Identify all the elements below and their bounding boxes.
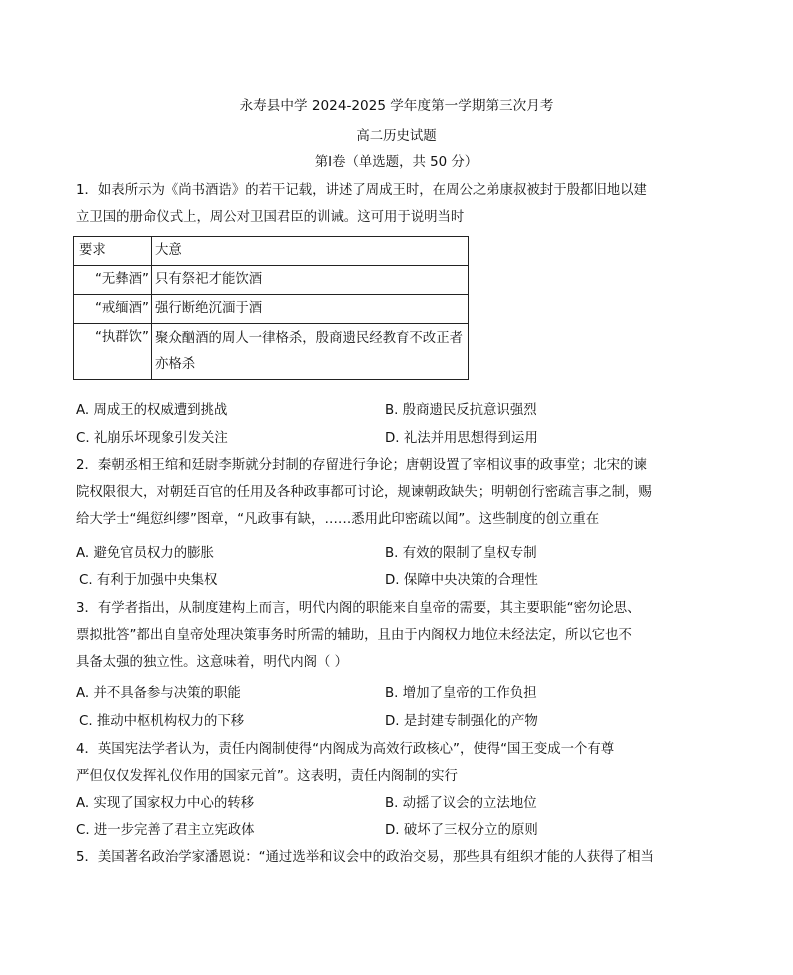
q4-line-2: 严但仅仅发挥礼仪作用的国家元首”。这表明，责任内阁制的实行 [76,769,458,784]
q2-option-a[interactable]: A. 避免官员权力的膨胀 [76,546,214,561]
q3-option-a[interactable]: A. 并不具备参与决策的职能 [76,686,241,701]
table-row [74,295,469,324]
table-header-cell: 大意 [152,237,469,266]
q3-line-1: 3．有学者指出，从制度建构上而言，明代内阁的职能来自皇帝的需要，其主要职能“密勿论思、 [76,601,641,616]
table-cell: “无彝酒” [74,266,152,295]
table-header-row [74,237,469,266]
q4-option-a[interactable]: A. 实现了国家权力中心的转移 [76,796,255,811]
q3-option-b[interactable]: B. 增加了皇帝的工作负担 [385,686,537,701]
table-cell: 聚众酗酒的周人一律格杀，殷商遗民经教育不改正者亦格杀 [152,324,469,380]
table-cell: 强行断绝沉湎于酒 [152,295,469,324]
q2-line-2: 院权限很大，对朝廷百官的任用及各种政事都可讨论，规谏朝政缺失；明朝创行密疏言事之制，赐 [76,485,652,500]
q2-line-3: 给大学士“绳愆纠缪”图章，“凡政事有缺，……悉用此印密疏以闻”。这些制度的创立重在 [76,512,600,527]
q1-option-c[interactable]: C. 礼崩乐坏现象引发关注 [76,431,228,446]
q1-option-a[interactable]: A. 周成王的权威遭到挑战 [76,403,228,418]
q4-option-c[interactable]: C. 进一步完善了君主立宪政体 [76,823,255,838]
section-heading: 第Ⅰ卷（单选题，共 50 分） [314,155,479,170]
q1-option-b[interactable]: B. 殷商遗民反抗意识强烈 [385,403,537,418]
table-cell: “戒缅酒” [74,295,152,324]
table-row [74,266,469,295]
q1-table [73,236,469,380]
q5-line-1: 5．美国著名政治学家潘恩说：“通过选举和议会中的政治交易，那些具有组织才能的人获得了相当 [76,850,654,865]
table-header-cell: 要求 [74,237,152,266]
q1-option-d[interactable]: D. 礼法并用思想得到运用 [385,431,538,446]
q4-option-d[interactable]: D. 破坏了三权分立的原则 [385,823,538,838]
q4-line-1: 4．英国宪法学者认为，责任内阁制使得“内阁成为高效行政核心”，使得“国王变成一个有尊 [76,742,615,757]
q2-option-c[interactable]: C. 有利于加强中央集权 [79,573,218,588]
q1-line-1: 1．如表所示为《尚书酒诰》的若干记载，讲述了周成王时，在周公之弟康叔被封于殷都旧地以建 [76,183,647,198]
q3-line-3: 具备太强的独立性。这意味着，明代内阁（ ） [76,655,349,670]
q2-option-b[interactable]: B. 有效的限制了皇权专制 [385,546,537,561]
q2-line-1: 2．秦朝丞相王绾和廷尉李斯就分封制的存留进行争论；唐朝设置了宰相议事的政事堂；北宋的谏 [76,458,647,473]
q4-option-b[interactable]: B. 动摇了议会的立法地位 [385,796,537,811]
table-cell: 只有祭祀才能饮酒 [152,266,469,295]
q1-line-2: 立卫国的册命仪式上，周公对卫国君臣的训诫。这可用于说明当时 [76,210,465,225]
exam-subtitle: 高二历史试题 [356,129,437,144]
q3-option-d[interactable]: D. 是封建专制强化的产物 [385,714,538,729]
q3-line-2: 票拟批答”都出自皇帝处理决策事务时所需的辅助，且由于内阁权力地位未经法定，所以它也不 [76,628,632,643]
q2-option-d[interactable]: D. 保障中央决策的合理性 [385,573,538,588]
table-cell: “执群饮” [74,324,152,380]
table-row [74,324,469,380]
exam-title: 永寿县中学 2024-2025 学年度第一学期第三次月考 [239,98,554,114]
q3-option-c[interactable]: C. 推动中枢机构权力的下移 [79,714,245,729]
